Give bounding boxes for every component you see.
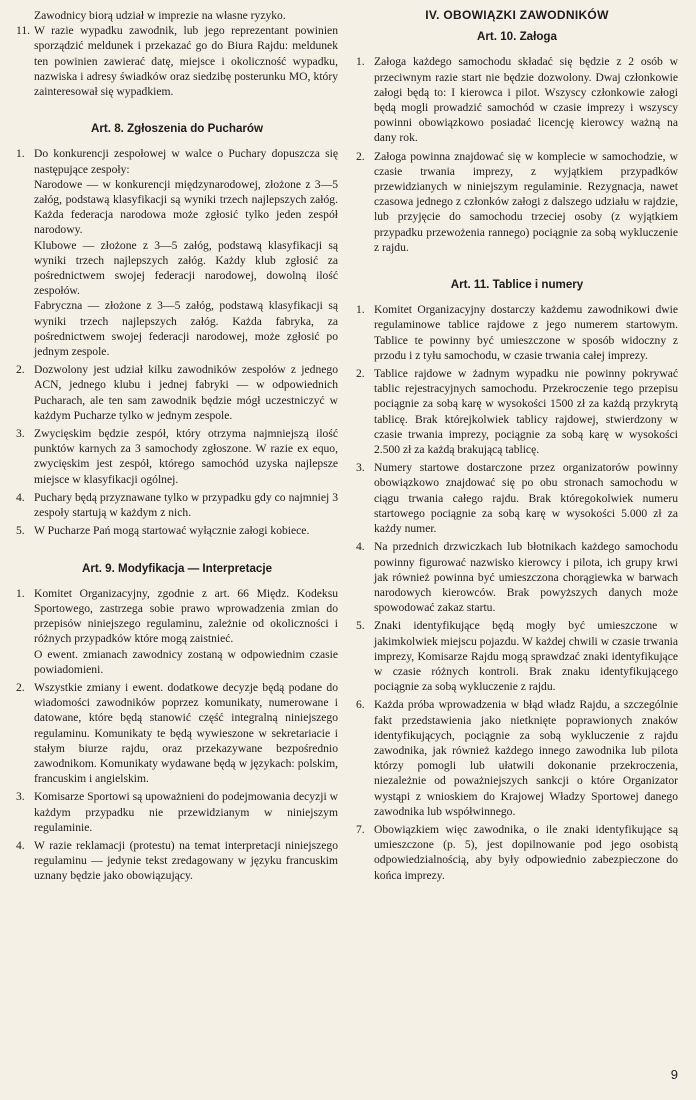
item-number: 2.: [356, 367, 365, 381]
item-text: W razie reklamacji (protestu) na temat interpretacji niniejszego regulaminu — jedynie tekst zredagowany w języku francuskim uznany będzie jako obowiązujący.: [34, 838, 338, 883]
art10-item-1: [356, 54, 678, 145]
item-text: Do konkurencji zespołowej w walce o Puchary dopuszcza się następujące zespoły:: [34, 147, 338, 176]
list-item-11: [16, 23, 338, 99]
item-number: 2.: [356, 149, 365, 163]
item-text: Na przednich drzwiczkach lub błotnikach każdego samochodu powinny figurować nazwisko kierowcy i pilota, ich grupy krwi jak również powinna być umieszczona chorągiewka w barwach narodowych kierowców. Brak powyższych danych może spowodować zakaz startu.: [374, 540, 678, 615]
item-subparagraph: O ewent. zmianach zawodnicy zostaną w odpowiednim czasie powiadomieni.: [34, 647, 338, 676]
art9-item-3: [16, 789, 338, 835]
page-number: 9: [670, 1067, 678, 1082]
item-number: 1.: [16, 147, 25, 161]
art8-item-5: [16, 523, 338, 538]
item-number: 4.: [16, 490, 25, 504]
art8-item-4: [16, 490, 338, 520]
intro-paragraph: Zawodnicy biorą udział w imprezie na własne ryzyko.: [34, 9, 286, 22]
art8-item-1: [16, 146, 338, 359]
item-text: Zwycięskim będzie zespół, który otrzyma najmniejszą ilość punktów karnych za 3 samochody zgłoszone. W razie ex equo, zwycięskim jest zespół, którego samochód uzyska najlepsze miejsce w klasyfikacji ogólnej.: [34, 427, 338, 486]
art11-item-1: [356, 302, 678, 363]
item-text: Dozwolony jest udział kilku zawodników zespołów z jednego ACN, jednego klubu i jednej fabryki — w odpowiednich Pucharach, ale ten sam zawodnik będzie mógł uczestniczyć w każdym Pucharze tylko w jednym zespole.: [34, 363, 338, 422]
item-number: 1.: [16, 586, 25, 600]
item-number: 3.: [16, 427, 25, 441]
item-text: Komisarze Sportowi są upoważnieni do podejmowania decyzji w każdym przypadku nie przewidzianym w niniejszym regulaminie.: [34, 790, 338, 834]
item-number: 7.: [356, 822, 365, 836]
art11-item-4: [356, 539, 678, 615]
right-column: [356, 8, 678, 886]
item-text: Numery startowe dostarczone przez organizatorów powinny obowiązkowo znajdować się po obu stronach samochodu w ciągu trwania całego rajdu. Brak któregokolwiek numeru startowego pociągnie za sobą karę w wysokości 5.000 zł za każdy numer.: [374, 461, 678, 536]
item-text: Tablice rajdowe w żadnym wypadku nie powinny pokrywać tablic rejestracyjnych samochodu. Przekroczenie tego przepisu pociągnie za sobą karę w wysokości 1500 zł za każdą przykrytą tablicę. Brak którejkolwiek tablicy rajdowej, stwierdzony w czasie trwania imprezy, pociągnie za sobą karę w wysokości 2.500 zł za każdą brakującą tablicę.: [374, 367, 678, 457]
art11-item-7: [356, 822, 678, 883]
chapter-heading: IV. OBOWIĄZKI ZAWODNIKÓW: [425, 8, 609, 22]
art11-item-5: [356, 618, 678, 694]
item-text: Każda próba wprowadzenia w błąd władz Rajdu, a szczególnie fakt przedstawienia jako nietknięte poprawionych znaków identyfikujących, pociągnie za sobą wykluczenie z rajdu zawodnika, jak również każdego innego zawodnika lub pilota którzy pomogli lub ułatwili dokonanie przekroczenia, niezależnie od poważniejszych sankcji o które Organizator wystąpi z wnioskiem do Krajowej Władzy Sportowej danego zawodnika lub współwinnego.: [374, 698, 678, 818]
item-number: 11.: [16, 24, 31, 38]
art11-item-2: [356, 366, 678, 457]
item-text: Wszystkie zmiany i ewent. dodatkowe decyzje będą podane do wiadomości zawodników poprzez komunikaty, numerowane i datowane, które będą stanowić część integralną niniejszego regulaminu. Komunikaty te będą wywieszone w sekretariacie i stałym biurze rajdu, oraz przekazywane bezpośrednio zawodnikom. Komunikaty wydawane będą w językach: polskim, francuskim i angielskim.: [34, 680, 338, 786]
item-number: 5.: [356, 619, 365, 633]
item-subparagraph: Narodowe — w konkurencji międzynarodowej, złożone z 3—5 załóg, podstawą klasyfikacji są wyniki trzech najlepszych załóg. Każda federacja narodowa może zgłosić tylko jeden zespół narodowy.: [34, 177, 338, 237]
art11-item-6: [356, 697, 678, 819]
item-text: Puchary będą przyznawane tylko w przypadku gdy co najmniej 3 zespoły startują w każdym z nich.: [34, 490, 338, 520]
item-number: 4.: [16, 838, 25, 852]
item-text: W Pucharze Pań mogą startować wyłącznie załogi kobiece.: [34, 524, 310, 538]
art10-heading: Art. 10. Załoga: [477, 30, 557, 44]
item-text: Załoga powinna znajdować się w komplecie w samochodzie, w czasie trwania imprezy, z wyjątkiem przypadków przewidzianych w niniejszym regulaminie. Rezygnacja, nawet czasowa jednego z członków załogi z dalszego udziału w rajdzie, lub przyjęcie do samochodu trzeciej osoby (z wyjątkiem przypadku przewożenia rannego) pociągnie za sobą wykluczenie z rajdu.: [374, 149, 678, 254]
art9-item-2: [16, 680, 338, 786]
art8-item-3: [16, 426, 338, 487]
item-text: Komitet Organizacyjny, zgodnie z art. 66 Międz. Kodeksu Sportowego, zastrzega sobie prawo wprowadzenia zmian do przepisów niniejszego regulaminu, zależnie od okoliczności i różnych przypadków które mogą zaistnieć.: [34, 586, 338, 646]
art10-item-2: [356, 149, 678, 255]
item-number: 1.: [356, 55, 365, 69]
art9-heading: Art. 9. Modyfikacja — Interpretacje: [81, 561, 273, 575]
left-column: [16, 8, 338, 887]
item-text: Obowiązkiem więc zawodnika, o ile znaki identyfikujące są umieszczone (p. 5), jest dopilnowanie pod jego osobistą odpowiedzialnością, aby były odpowiednio zabezpieczone do końca imprezy.: [374, 822, 678, 882]
art9-item-1: [16, 586, 338, 677]
item-text: Komitet Organizacyjny dostarczy każdemu zawodnikowi dwie regulaminowe tablice rajdowe z jego numerem startowym. Tablice te powinny być umieszczone w sposób widoczny z przodu i z tyłu samochodu, w czasie trwania całej imprezy.: [374, 303, 678, 362]
item-number: 4.: [356, 540, 365, 554]
item-subparagraph: Fabryczna — złożone z 3—5 załóg, podstawą klasyfikacji są wyniki trzech najlepszych załóg. Każda fabryka, za pośrednictwem swojej federacji narodowej, może zgłosić po jednym zespole.: [34, 299, 338, 359]
item-number: 3.: [356, 461, 365, 475]
art8-heading: Art. 8. Zgłoszenia do Pucharów: [91, 122, 263, 136]
item-number: 1.: [356, 303, 365, 317]
item-number: 5.: [16, 524, 25, 538]
art9-item-4: [16, 838, 338, 884]
art8-item-2: [16, 362, 338, 423]
art11-item-3: [356, 460, 678, 536]
item-text: Znaki identyfikujące będą mogły być umieszczone w jakimkolwiek miejscu pojazdu. W każdej chwili w czasie trwania imprezy, Komisarze Rajdu mogą sprawdzać znaki identyfikujące w czasie różnych kontroli. Brak znaku identyfikującego pociągnie za sobą wykluczenie z rajdu.: [374, 619, 678, 694]
item-number: 3.: [16, 790, 25, 804]
item-number: 2.: [16, 680, 25, 694]
item-text: W razie wypadku zawodnik, lub jego reprezentant powinien sporządzić meldunek i przekazać go do Biura Rajdu: meldunek ten powinien zawierać datę, miejsce i okoliczność wypadku, nazwiska i adresy świadków oraz siedzibę posterunku MO, który zainteresował się wypadkiem.: [34, 24, 338, 99]
item-subparagraph: Klubowe — złożone z 3—5 załóg, podstawą klasyfikacji są wyniki trzech najlepszych załóg. Każdy klub zgłosić za pośrednictwem swojej federacji narodowej, dowolną ilość zespołów.: [34, 238, 338, 298]
item-text: Załoga każdego samochodu składać się będzie z 2 osób w przeciwnym razie start nie będzie dozwolony. Dwaj członkowie załogi będą to: I kierowca i pilot. Wszyscy członkowie załogi będą mogli prowadzić samochód w czasie imprezy i wszyscy powinni obowiązkowo posiadać licencję kierowcy ważną na dany rok.: [374, 55, 678, 145]
item-number: 6.: [356, 698, 365, 712]
art11-heading: Art. 11. Tablice i numery: [450, 278, 584, 292]
item-number: 2.: [16, 363, 25, 377]
